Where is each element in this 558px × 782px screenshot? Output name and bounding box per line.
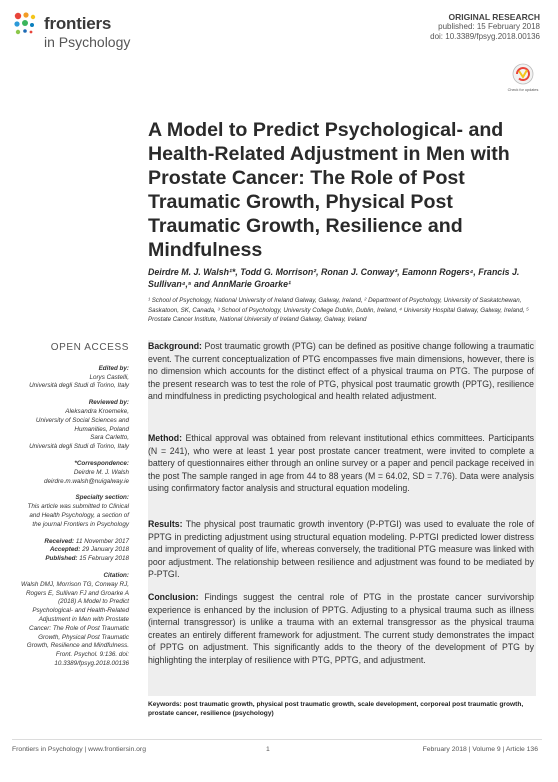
abstract-method: Method: Ethical approval was obtained from relevant institutional ethics committees. Participants (N = 241), who were at least 1 year post prostate cancer treatment, were invited to complete a battery of questionnaires either through an online survey or a paper and pencil package received in the post The sample ranged in age from 44 to 88 years (M = 64.02, SD = 7.76). Data were analysis using confirmatory factor analysis and structural equation modeling. bbox=[148, 433, 535, 493]
article-title: A Model to Predict Psychological- and Health-Related Adjustment in Men with Prostate Cancer: The Role of Post Traumatic Growth, Physical Post Traumatic Growth, Resilience and Mindfulness bbox=[148, 119, 510, 261]
keywords: Keywords: post traumatic growth, physical post traumatic growth, scale development, corporeal post traumatic growth, prostate cancer, resilience (psychology) bbox=[148, 701, 524, 718]
published-date: published: 15 February 2018 bbox=[438, 22, 540, 31]
logo-journal-name: in Psychology bbox=[44, 34, 131, 50]
page-number: 1 bbox=[266, 746, 270, 753]
abstract-results: Results: The physical post traumatic growth inventory (P-PTGI) was used to evaluate the role of PPTG in predicting adjustment using structural equation modeling. P-PTGI predicted lower distress and improvement of quality of life, whereas conversely, the traditional PTG measure was linked with poor adjustment. The relationship between resilience and adjustment was found to be mediated by P-PTGI. bbox=[148, 519, 534, 579]
correspondence: *Correspondence: Deirdre M. J. Walsh deirdre.m.walsh@nuigalway.ie bbox=[20, 460, 129, 486]
doi[interactable]: doi: 10.3389/fpsyg.2018.00136 bbox=[430, 32, 540, 41]
footer-issue-info: February 2018 | Volume 9 | Article 136 bbox=[422, 746, 538, 753]
article-dates: Received: 11 November 2017 Accepted: 29 January 2018 Published: 15 February 2018 bbox=[44, 537, 129, 563]
affiliations: ¹ School of Psychology, National University of Ireland Galway, Galway, Ireland, ² Department of Psychology, University of Saskatchewan, Saskatoon, SK, Canada, ³ School of Psychology, University College Dublin, Dublin, Ireland, ⁴ University Hospital Galway, Galway, Ireland, ⁵ Prostate Cancer Institute, National University of Ireland Galway, Galway, Ireland bbox=[148, 297, 529, 323]
article-sidebar bbox=[20, 344, 129, 677]
specialty-section: Specialty section: This article was submitted to Clinical and Health Psychology, a section of the journal Frontiers in Psychology bbox=[27, 494, 129, 528]
logo-brand: frontiers bbox=[44, 14, 112, 33]
frontiers-logo-icon bbox=[12, 10, 42, 40]
abstract-background: Background: Post traumatic growth (PTG) can be defined as positive change following a traumatic event. The current conceptualization of PTG encompasses five main dimensions, however, there is no dimension which accounts for the distinct effect of a physical trauma on PTG. The purpose of the present research was to test the role of PTG, physical post traumatic growth (PPTG), resilience and mindfulness in predicting psychological and health related adjustment. bbox=[148, 341, 534, 401]
footer-journal-link[interactable]: Frontiers in Psychology | www.frontiersin.org bbox=[12, 746, 146, 753]
badge-label: Check for updates bbox=[507, 88, 539, 92]
article-header-meta bbox=[430, 12, 540, 42]
abstract-box bbox=[148, 340, 536, 696]
author-list: Deirdre M. J. Walsh¹*, Todd G. Morrison², Ronan J. Conway³, Eamonn Rogers⁴, Francis J. Sullivan⁴,⁵ and AnnMarie Groarke¹ bbox=[148, 267, 520, 289]
citation: Citation: Walsh DMJ, Morrison TG, Conway RJ, Rogers E, Sullivan FJ and Groarke A (2018) A Model to Predict Psychological- and Health-Related Adjustment in Men with Prostate Cancer: The Role of Post Traumatic Growth, Physical Post Traumatic Growth, Resilience and Mindfulness. Front. Psychol. 9:136. doi: 10.3389/fpsyg.2018.00136 bbox=[20, 571, 129, 667]
open-access-label: OPEN ACCESS bbox=[50, 342, 129, 353]
journal-logo[interactable] bbox=[12, 8, 152, 58]
abstract-conclusion: Conclusion: Findings suggest the central role of PTG in the prostate cancer survivorship experience is enhanced by the inclusion of PPTG. Adjusting to a physical trauma such as illness (internal transgressor) is unlike a trauma with an external transgressor as the physical trauma creates an entirely different framework for adjustment. The current study demonstrates the impact of PPTG on adjustment. This significantly adds to the theory of the development of PTG by highlighting the interplay of resilience with PTG, PPTG, and adjustment. bbox=[148, 592, 534, 665]
check-for-updates-icon[interactable] bbox=[507, 62, 539, 98]
edited-by: Edited by: Lorys Castelli, Università degli Studi di Torino, Italy bbox=[29, 364, 129, 390]
reviewed-by: Reviewed by: Aleksandra Kroemeke, University of Social Sciences and Humanities, Poland Sara Carletto, Università degli Studi di Torino, Italy bbox=[29, 399, 129, 451]
correspondence-email[interactable]: deirdre.m.walsh@nuigalway.ie bbox=[43, 477, 129, 485]
footer-divider bbox=[12, 739, 542, 740]
article-type: ORIGINAL RESEARCH bbox=[448, 12, 540, 22]
